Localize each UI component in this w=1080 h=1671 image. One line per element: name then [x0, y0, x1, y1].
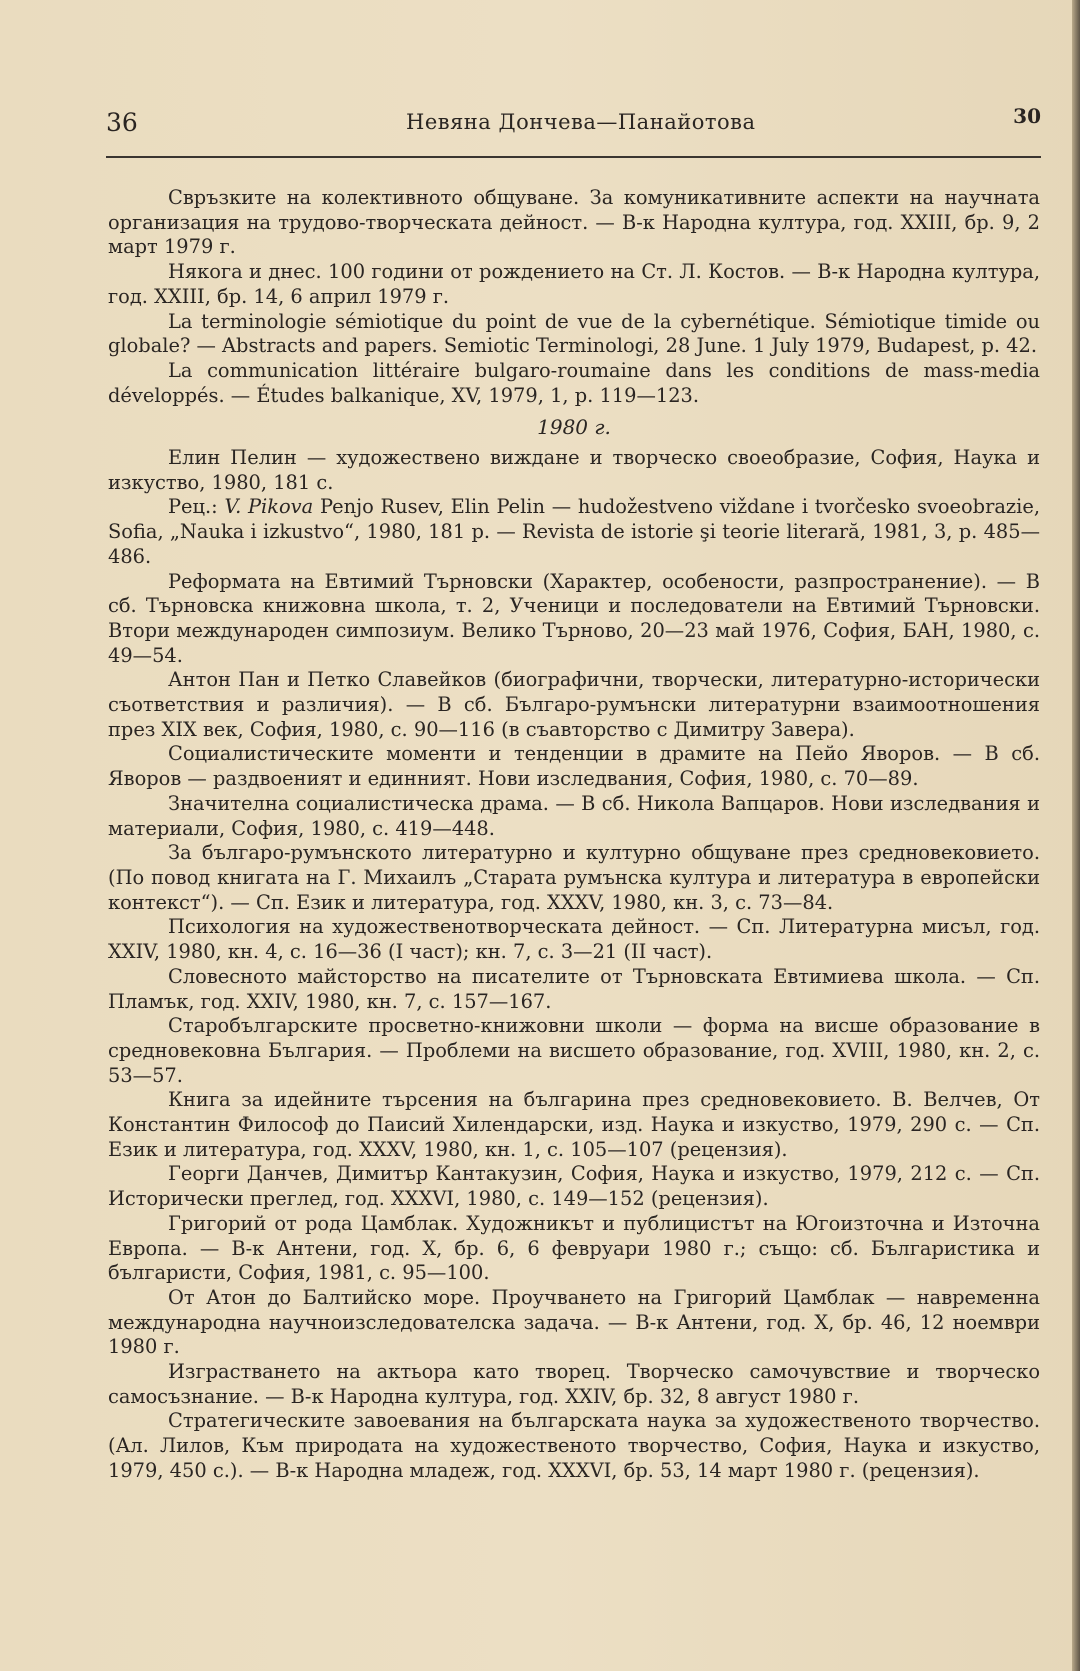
bibliography-entry: Някога и днес. 100 години от рождението на Ст. Л. Костов. — В-к Народна култура, год. XXIII, бр. 14, 6 април 1979 г.	[108, 260, 1040, 308]
bibliography-entry: Реформата на Евтимий Търновски (Характер, особености, разпространение). — В сб. Търновска книжовна школа, т. 2, Ученици и последователи на Евтимий Търновски. Втори международен симпозиум. Велико Търново, 20—23 май 1976, София, БАН, 1980, с. 49—54.	[108, 569, 1040, 667]
bibliography-entry: За българо-румънското литературно и културно общуване през средновековието. (По повод книгата на Г. Михаилъ „Старата румънска култура и литература в европейски контекст“). — Сп. Език и литература, год. XXXV, 1980, кн. 3, с. 73—84.	[108, 841, 1040, 914]
page-edge	[1072, 0, 1080, 1671]
review-text: Penjo Rusev, Elin Pelin — hudožestveno viždane i tvorčesko svoeobrazie, Sofia, „Nauka i izkustvo“, 1980, 181 p. — Revista de istorie şi teorie literară, 1981, 3, p. 485—486.	[108, 495, 1040, 568]
bibliography-entry: Старобългарските просветно-книжовни школи — форма на висше образование в средновековна България. — Проблеми на висшето образование, год. XVIII, 1980, кн. 2, с. 53—57.	[108, 1014, 1040, 1087]
page-number: 36	[106, 108, 138, 137]
bibliography-entry: Антон Пан и Петко Славейков (биографични, творчески, литературно-исторически съответствия и различия). — В сб. Българо-румънски литературни взаимоотношения през XIX век, София, 1980, с. 90—116 (в съавторство с Димитру Завера).	[108, 668, 1040, 741]
bibliography-entry: Значителна социалистическа драма. — В сб. Никола Вапцаров. Нови изследвания и материали, София, 1980, с. 419—448.	[108, 791, 1040, 840]
year-heading: 1980 г.	[537, 415, 611, 440]
review-prefix: Рец.:	[168, 495, 225, 519]
bibliography-entry: Григорий от рода Цамблак. Художникът и публицистът на Югоизточна и Източна Европа. — В-к Антени, год. X, бр. 6, 6 февруари 1980 г.; също: сб. Българистика и българисти, София, 1981, с. 95—100.	[108, 1211, 1040, 1285]
header-rule	[106, 156, 1041, 158]
bibliography-entry: Книга за идейните търсения на българина през средновековието. В. Велчев, От Константин Философ до Паисий Хилендарски, изд. Наука и изкуство, 1979, 290 с. — Сп. Език и литература, год. XXXV, 1980, кн. 1, с. 105—107 (рецензия).	[108, 1088, 1040, 1161]
bibliography-entry: Словесното майсторство на писателите от Търновската Евтимиева школа. — Сп. Пламък, год. XXIV, 1980, кн. 7, с. 157—167.	[108, 964, 1040, 1013]
bibliography-entry: Свръзките на колективното общуване. За комуникативните аспекти на научната организация на трудово-творческата дейност. — В-к Народна култура, год. XXIII, бр. 9, 2 март 1979 г.	[108, 186, 1040, 259]
bibliography-entry: La terminologie sémiotique du point de vue de la cybernétique. Sémiotique timide ou globale? — Abstracts and papers. Semiotic Terminologi, 28 June. 1 July 1979, Budapest, p. 42.	[108, 309, 1040, 358]
bibliography-entry: La communication littéraire bulgaro-roumaine dans les conditions de mass-media développés. — Études balkanique, XV, 1979, 1, p. 119—123.	[108, 358, 1040, 407]
running-title: Невяна Дончева—Панайотова	[406, 110, 756, 134]
bibliography-entry: Георги Данчев, Димитър Кантакузин, София, Наука и изкуство, 1979, 212 с. — Сп. Исторически преглед, год. XXXVI, 1980, с. 149—152 (рецензия).	[108, 1162, 1040, 1211]
bibliography-entry: Социалистическите моменти и тенденции в драмите на Пейо Яворов. — В сб. Яворов — раздвоеният и единният. Нови изследвания, София, 1980, с. 70—89.	[108, 742, 1040, 791]
review-entry	[108, 495, 1040, 569]
bibliography-entry: Изграстването на актьора като творец. Творческо самочувствие и творческо самосъзнание. — В-к Народна култура, год. XXIV, бр. 32, 8 август 1980 г.	[108, 1360, 1040, 1408]
bibliography-entry: Психология на художественотворческата дейност. — Сп. Литературна мисъл, год. XXIV, 1980, кн. 4, с. 16—36 (I част); кн. 7, с. 3—21 (II част).	[108, 915, 1040, 964]
reference-number: 30	[1013, 104, 1041, 128]
bibliography-content	[108, 186, 1040, 1484]
bibliography-entry: От Атон до Балтийско море. Проучването на Григорий Цамблак — навременна международна научноизследователска задача. — В-к Антени, год. X, бр. 46, 12 ноември 1980 г.	[108, 1285, 1040, 1359]
bibliography-entry: Стратегическите завоевания на българската наука за художественото творчество. (Ал. Лилов, Към природата на художественото творчество, София, Наука и изкуство, 1979, 450 с.). — В-к Народна младеж, год. XXXVI, бр. 53, 14 март 1980 г. (рецензия).	[108, 1409, 1040, 1482]
bibliography-entry: Елин Пелин — художествено виждане и творческо своеобразие, София, Наука и изкуство, 1980, 181 с.	[108, 446, 1040, 494]
page-header	[106, 104, 1041, 140]
review-author: V. Pikova	[224, 495, 314, 519]
